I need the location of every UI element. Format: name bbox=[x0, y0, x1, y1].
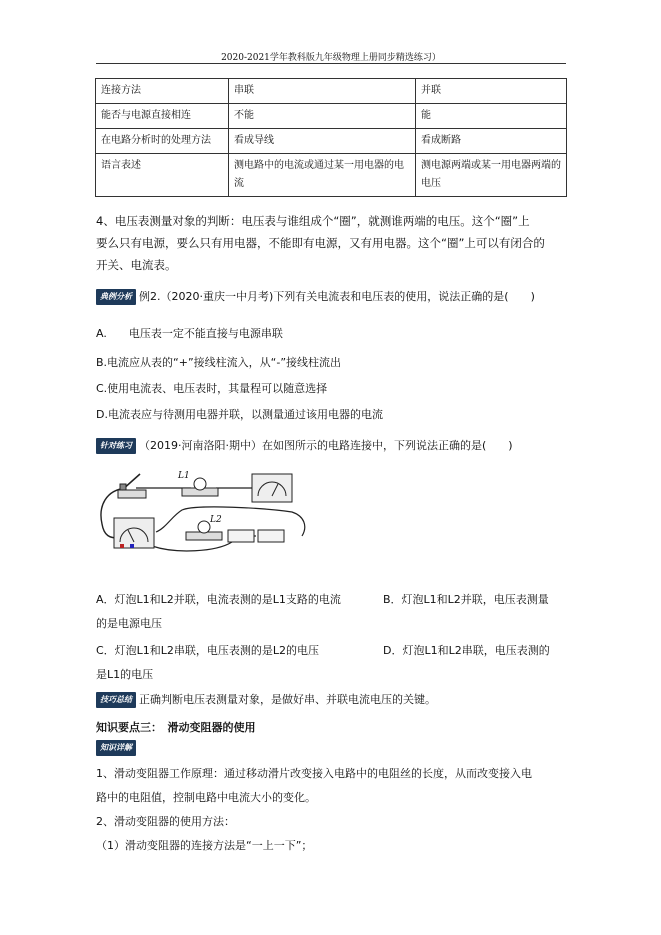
comparison-table bbox=[95, 78, 567, 197]
tips-tag: 技巧总结 bbox=[96, 692, 136, 708]
table-cell: 连接方法 bbox=[96, 79, 229, 104]
voltmeter bbox=[114, 518, 154, 548]
practice-question bbox=[96, 438, 513, 454]
detail-tag: 知识详解 bbox=[96, 740, 136, 756]
example-tag: 典例分析 bbox=[96, 289, 136, 305]
example2-option-c: C.使用电流表、电压表时，其量程可以随意选择 bbox=[96, 382, 328, 395]
table-cell: 在电路分析时的处理方法 bbox=[96, 129, 229, 154]
bulb-l2 bbox=[198, 521, 210, 533]
table-cell: 能 bbox=[416, 104, 567, 129]
section4-line: 开关、电流表。 bbox=[96, 258, 177, 272]
bulb-l2-label: L2 bbox=[210, 515, 222, 525]
tips-text: 正确判断电压表测量对象，是做好串、并联电流电压的关键。 bbox=[139, 693, 436, 706]
point3-p2: 2、滑动变阻器的使用方法： bbox=[96, 815, 235, 828]
practice-option-d: D．灯泡L1和L2串联，电压表测的 bbox=[383, 644, 550, 657]
practice-option-d-cont: 是L1的电压 bbox=[96, 668, 154, 681]
table-cell: 串联 bbox=[229, 79, 416, 104]
practice-option-b: B．灯泡L1和L2并联，电压表测量 bbox=[383, 593, 549, 606]
wire bbox=[152, 542, 232, 551]
section4-paragraph bbox=[96, 210, 570, 276]
bulb-l1-label: L1 bbox=[178, 471, 190, 481]
practice-option-c: C．灯泡L1和L2串联，电压表测的是L2的电压 bbox=[96, 644, 320, 657]
table-row bbox=[96, 154, 567, 197]
table-cell: 语言表述 bbox=[96, 154, 229, 197]
table-cell: 并联 bbox=[416, 79, 567, 104]
table-row bbox=[96, 104, 567, 129]
point3-p1-cont: 路中的电阻值，控制电路中电流大小的变化。 bbox=[96, 791, 316, 804]
table-cell: 测电源两端或某一用电器两端的电压 bbox=[416, 154, 567, 197]
bulb-l1 bbox=[194, 478, 206, 490]
circuit-diagram bbox=[96, 466, 310, 556]
voltmeter-terminal bbox=[120, 544, 124, 548]
switch-post bbox=[120, 484, 126, 490]
battery bbox=[228, 530, 254, 542]
battery bbox=[258, 530, 284, 542]
section4-line: 4、电压表测量对象的判断：电压表与谁组成个“圈”，就测谁两端的电压。这个“圈”上 bbox=[96, 214, 530, 228]
point3-p1: 1、滑动变阻器工作原理：通过移动滑片改变接入电路中的电阻丝的长度，从而改变接入电 bbox=[96, 767, 532, 780]
practice-question-text: （2019·河南洛阳·期中）在如图所示的电路连接中，下列说法正确的是( ) bbox=[139, 439, 513, 452]
section4-line: 要么只有电源，要么只有用电器，不能即有电源，又有用电器。这个“圈”上可以有闭合的 bbox=[96, 236, 545, 250]
tips-line bbox=[96, 692, 436, 708]
table-row bbox=[96, 79, 567, 104]
ammeter bbox=[252, 474, 292, 502]
point3-title: 知识要点三： 滑动变阻器的使用 bbox=[96, 721, 256, 734]
example2-option-d: D.电流表应与待测用电器并联，以测量通过该用电器的电流 bbox=[96, 408, 383, 421]
table-row bbox=[96, 129, 567, 154]
point3-p3: （1）滑动变阻器的连接方法是“一上一下”； bbox=[96, 839, 313, 852]
table-cell: 能否与电源直接相连 bbox=[96, 104, 229, 129]
example2-question bbox=[96, 289, 535, 305]
example2-question-text: 例2.（2020·重庆一中月考)下列有关电流表和电压表的使用，说法正确的是( ) bbox=[139, 290, 535, 303]
table-cell: 看成导线 bbox=[229, 129, 416, 154]
table-cell: 测电路中的电流或通过某一用电器的电流 bbox=[229, 154, 416, 197]
table-cell: 看成断路 bbox=[416, 129, 567, 154]
example2-option-a: A. 电压表一定不能直接与电源串联 bbox=[96, 327, 283, 340]
page-header: 2020-2021学年教科版九年级物理上册同步精选练习） bbox=[221, 53, 441, 63]
practice-option-a: A．灯泡L1和L2并联，电流表测的是L1支路的电流 bbox=[96, 593, 341, 606]
practice-tag: 针对练习 bbox=[96, 438, 136, 454]
table-cell: 不能 bbox=[229, 104, 416, 129]
point3-tag-line bbox=[96, 740, 139, 756]
voltmeter-terminal bbox=[130, 544, 134, 548]
example2-option-b: B.电流应从表的“+”接线柱流入，从“-”接线柱流出 bbox=[96, 356, 342, 369]
switch-base bbox=[118, 490, 146, 498]
header-rule bbox=[96, 63, 566, 64]
practice-option-b-cont: 的是电源电压 bbox=[96, 617, 162, 630]
